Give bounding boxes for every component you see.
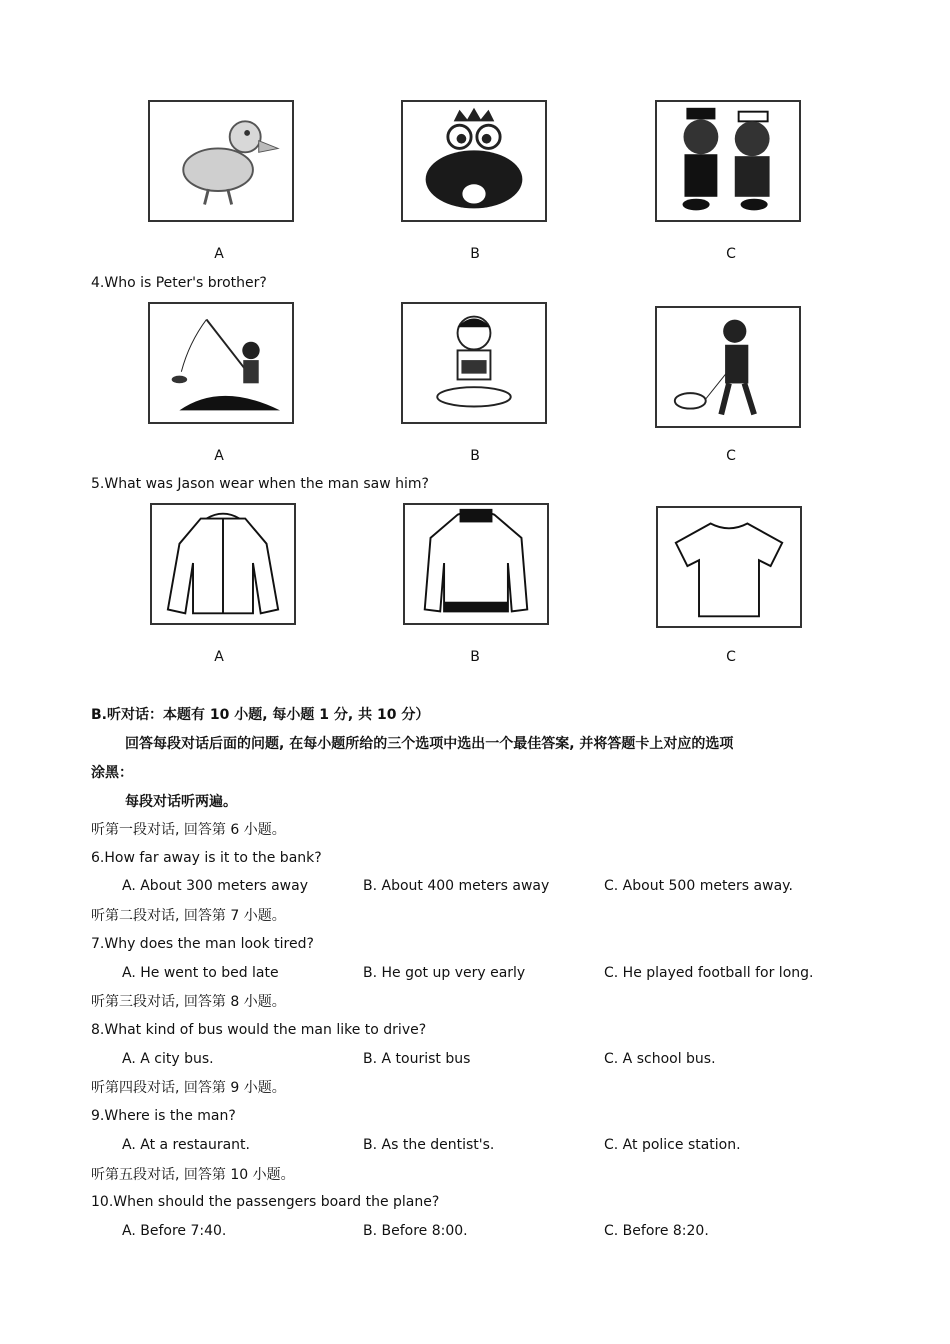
answer-option: B. Before 8:00.: [363, 1223, 468, 1239]
answer-option: B. As the dentist's.: [363, 1137, 495, 1153]
frog-icon: [403, 102, 545, 220]
section-b-heading: B.听对话：本题有 10 小题, 每小题 1 分, 共 10 分）: [91, 707, 430, 723]
jacket-icon: [152, 505, 294, 623]
question-6: 6.How far away is it to the bank?: [91, 850, 322, 866]
dog-walk-icon: [657, 308, 799, 426]
t-shirt-picture-c: [656, 506, 802, 628]
duck-picture-a: [148, 100, 294, 222]
fishing-boy-picture-a: [148, 302, 294, 424]
fishing-icon: [150, 304, 292, 422]
question-4: 4.Who is Peter's brother?: [91, 275, 267, 291]
option-letter-b: B: [470, 649, 480, 665]
answer-option: B. He got up very early: [363, 965, 526, 981]
option-letter-b: B: [470, 448, 480, 464]
answer-option: A. About 300 meters away: [122, 878, 308, 894]
option-letter-a: A: [214, 448, 224, 464]
dog-walking-boy-picture-c: [655, 306, 801, 428]
option-letter-c: C: [726, 649, 736, 665]
duck-icon: [150, 102, 292, 220]
pigs-icon: [657, 102, 799, 220]
dialogue-intro: 听第五段对话, 回答第 10 小题。: [91, 1167, 295, 1183]
answer-option: C. Before 8:20.: [604, 1223, 709, 1239]
sweater-icon: [405, 505, 547, 623]
question-9: 9.Where is the man?: [91, 1108, 236, 1124]
answer-option: B. A tourist bus: [363, 1051, 471, 1067]
option-letter-a: A: [214, 649, 224, 665]
section-b-instruction: 回答每段对话后面的问题, 在每小题所给的三个选项中选出一个最佳答案, 并将答题卡上对应的选项: [125, 736, 734, 752]
t-shirt-icon: [658, 508, 800, 626]
answer-option: C. A school bus.: [604, 1051, 716, 1067]
question-8: 8.What kind of bus would the man like to drive?: [91, 1022, 427, 1038]
reading-icon: [403, 304, 545, 422]
dialogue-intro: 听第四段对话, 回答第 9 小题。: [91, 1080, 286, 1096]
answer-option: C. At police station.: [604, 1137, 741, 1153]
option-letter-a: A: [214, 246, 224, 262]
answer-option: A. Before 7:40.: [122, 1223, 227, 1239]
answer-option: A. He went to bed late: [122, 965, 279, 981]
frog-prince-picture-b: [401, 100, 547, 222]
question-7: 7.Why does the man look tired?: [91, 936, 314, 952]
dialogue-intro: 听第二段对话, 回答第 7 小题。: [91, 908, 286, 924]
answer-option: A. A city bus.: [122, 1051, 214, 1067]
answer-option: C. About 500 meters away.: [604, 878, 793, 894]
dialogue-intro: 听第一段对话, 回答第 6 小题。: [91, 822, 286, 838]
sweater-picture-b: [403, 503, 549, 625]
option-letter-b: B: [470, 246, 480, 262]
option-letter-c: C: [726, 246, 736, 262]
question-5: 5.What was Jason wear when the man saw him?: [91, 476, 429, 492]
answer-option: B. About 400 meters away: [363, 878, 550, 894]
question-10: 10.When should the passengers board the plane?: [91, 1194, 440, 1210]
answer-option: C. He played football for long.: [604, 965, 814, 981]
option-letter-c: C: [726, 448, 736, 464]
jacket-picture-a: [150, 503, 296, 625]
dialogue-intro: 听第三段对话, 回答第 8 小题。: [91, 994, 286, 1010]
reading-boy-picture-b: [401, 302, 547, 424]
section-b-listen-twice: 每段对话听两遍。: [125, 794, 237, 810]
answer-option: A. At a restaurant.: [122, 1137, 250, 1153]
two-pigs-picture-c: [655, 100, 801, 222]
section-b-instruction-cont: 涂黑：: [91, 765, 133, 781]
